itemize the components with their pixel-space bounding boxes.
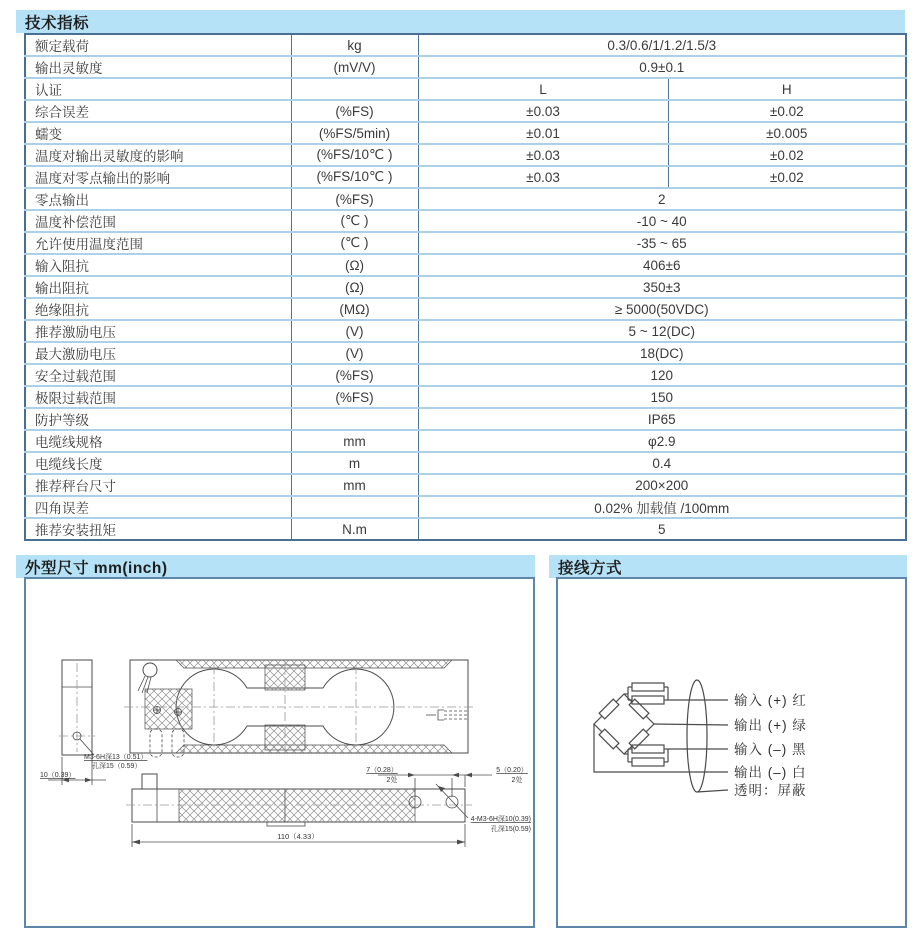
cable-ellipse <box>687 680 707 792</box>
spec-cell-unit: (%FS) <box>291 364 418 386</box>
bottom-holes-depth-label: 孔深15(0.59) <box>490 826 531 833</box>
spec-cell-name: 最大激励电压 <box>25 342 291 364</box>
spec-cell-name: 温度对输出灵敏度的影响 <box>25 144 291 166</box>
cable-gland-circle <box>143 663 157 677</box>
wire-label-output-pos: 输出 (+) 绿 <box>734 718 807 733</box>
spec-row <box>25 276 906 298</box>
bottom-holes-label: 4-M3-6H深10(0.39) <box>470 816 531 823</box>
wiring-section-header <box>549 555 907 578</box>
spec-cell-value: IP65 <box>418 408 906 430</box>
wiring-box <box>556 577 907 928</box>
spec-cell-name: 认证 <box>25 78 291 100</box>
wire-label-input-neg: 输入 (–) 黑 <box>734 742 807 757</box>
spec-cell-name: 输出阻抗 <box>25 276 291 298</box>
spec-cell-unit: (Ω) <box>291 254 418 276</box>
spec-cell-value-h: H <box>668 78 906 100</box>
wire-output-pos <box>654 724 728 725</box>
dim5-label: 5（0.20） <box>496 767 528 774</box>
spec-row <box>25 122 906 144</box>
spec-cell-unit: (℃ ) <box>291 232 418 254</box>
spec-cell-value: 0.3/0.6/1/1.2/1.5/3 <box>418 34 906 56</box>
spec-cell-name: 温度补偿范围 <box>25 210 291 232</box>
wiring-section-title: 接线方式 <box>558 559 623 577</box>
spec-cell-name: 综合误差 <box>25 100 291 122</box>
spec-row <box>25 100 906 122</box>
mount-hole-2 <box>446 796 458 808</box>
spec-cell-value-l: ±0.03 <box>418 144 668 166</box>
side-width-dim-label: 10（0.39） <box>40 772 76 779</box>
spec-row <box>25 342 906 364</box>
bridge-circuit <box>594 680 728 792</box>
dim7-note: 2处 <box>386 777 398 784</box>
wire-label-output-neg: 输出 (–) 白 <box>734 765 807 780</box>
spec-cell-name: 电缆线规格 <box>25 430 291 452</box>
load-button <box>142 774 157 789</box>
spec-row <box>25 452 906 474</box>
spec-cell-unit: (Ω) <box>291 276 418 298</box>
spec-cell-name: 四角误差 <box>25 496 291 518</box>
spec-row <box>25 144 906 166</box>
cable-exit <box>426 710 468 720</box>
spec-cell-unit: (V) <box>291 342 418 364</box>
spec-cell-value-h: ±0.02 <box>668 166 906 188</box>
dimensions-drawing <box>26 579 533 926</box>
spec-cell-unit: (%FS/10℃ ) <box>291 166 418 188</box>
spec-cell-name: 允许使用温度范围 <box>25 232 291 254</box>
dim7-label: 7（0.28） <box>366 767 398 774</box>
wire-label-shield: 透明：屏蔽 <box>734 783 807 798</box>
spec-row <box>25 386 906 408</box>
spec-cell-name: 输出灵敏度 <box>25 56 291 78</box>
top-view <box>124 660 474 757</box>
spec-cell-unit: (℃ ) <box>291 210 418 232</box>
spec-cell-value: 5 ~ 12(DC) <box>418 320 906 342</box>
spec-cell-value: 350±3 <box>418 276 906 298</box>
spec-cell-unit: (MΩ) <box>291 298 418 320</box>
spec-cell-value: -10 ~ 40 <box>418 210 906 232</box>
spec-cell-unit: mm <box>291 474 418 496</box>
spec-cell-name: 极限过载范围 <box>25 386 291 408</box>
spec-cell-unit: (%FS) <box>291 386 418 408</box>
dim5-note: 2处 <box>511 777 523 784</box>
spec-cell-value: 0.4 <box>418 452 906 474</box>
spec-cell-value-l: ±0.01 <box>418 122 668 144</box>
spec-row <box>25 320 906 342</box>
spec-row <box>25 408 906 430</box>
spec-cell-name: 安全过载范围 <box>25 364 291 386</box>
spec-cell-unit: (%FS) <box>291 100 418 122</box>
spec-row <box>25 78 906 100</box>
spec-cell-value-h: ±0.02 <box>668 100 906 122</box>
spec-row <box>25 298 906 320</box>
spec-cell-unit: (V) <box>291 320 418 342</box>
spec-row <box>25 254 906 276</box>
spec-cell-unit <box>291 78 418 100</box>
spec-cell-unit <box>291 496 418 518</box>
wire-label-input-pos: 输入 (+) 红 <box>734 693 807 708</box>
spec-row <box>25 430 906 452</box>
spec-cell-value: 5 <box>418 518 906 540</box>
spec-section-title: 技术指标 <box>25 14 90 32</box>
length-dim-label: 110（4.33） <box>277 832 319 841</box>
dimensions-section-header <box>16 555 535 578</box>
spec-cell-unit: (%FS/10℃ ) <box>291 144 418 166</box>
spec-cell-value-l: ±0.03 <box>418 100 668 122</box>
spec-cell-unit: N.m <box>291 518 418 540</box>
spec-row <box>25 34 906 56</box>
spec-row <box>25 474 906 496</box>
spec-cell-name: 推荐安装扭矩 <box>25 518 291 540</box>
spec-cell-value: 406±6 <box>418 254 906 276</box>
spec-cell-name: 电缆线长度 <box>25 452 291 474</box>
dimensions-section-title: 外型尺寸 mm(inch) <box>25 559 168 577</box>
spec-table-body <box>25 34 906 540</box>
spec-cell-value: 18(DC) <box>418 342 906 364</box>
spec-row <box>25 232 906 254</box>
spec-cell-name: 输入阻抗 <box>25 254 291 276</box>
spec-cell-value: 150 <box>418 386 906 408</box>
spec-cell-value: 2 <box>418 188 906 210</box>
spec-cell-value: 120 <box>418 364 906 386</box>
spec-cell-value: 200×200 <box>418 474 906 496</box>
spec-cell-name: 温度对零点输出的影响 <box>25 166 291 188</box>
spec-row <box>25 166 906 188</box>
spec-cell-value: -35 ~ 65 <box>418 232 906 254</box>
spec-cell-name: 推荐激励电压 <box>25 320 291 342</box>
wire-shield <box>697 790 728 792</box>
spec-cell-unit: (%FS/5min) <box>291 122 418 144</box>
spec-section-header <box>16 10 905 33</box>
spec-row <box>25 56 906 78</box>
spec-cell-value: 0.02% 加载值 /100mm <box>418 496 906 518</box>
spec-cell-name: 零点输出 <box>25 188 291 210</box>
spec-cell-unit: (%FS) <box>291 188 418 210</box>
spec-cell-name: 蠕变 <box>25 122 291 144</box>
spec-cell-name: 防护等级 <box>25 408 291 430</box>
spec-row <box>25 210 906 232</box>
spec-cell-value-h: ±0.02 <box>668 144 906 166</box>
spec-cell-name: 绝缘阻抗 <box>25 298 291 320</box>
spec-cell-value-l: L <box>418 78 668 100</box>
wiring-diagram <box>558 579 905 926</box>
spec-cell-unit: (mV/V) <box>291 56 418 78</box>
strain-gauge <box>599 699 619 719</box>
spec-cell-value: ≥ 5000(50VDC) <box>418 298 906 320</box>
spec-cell-name: 额定载荷 <box>35 39 89 54</box>
spec-cell-unit <box>291 408 418 430</box>
spec-cell-unit: mm <box>291 430 418 452</box>
spec-cell-value: 0.9±0.1 <box>418 56 906 78</box>
spec-cell-value: φ2.9 <box>418 430 906 452</box>
spec-row <box>25 518 906 540</box>
side-hole-label: M3-6H深13（0.51） <box>84 754 148 761</box>
spec-cell-value-l: ±0.03 <box>418 166 668 188</box>
dimensions-box <box>24 577 535 928</box>
spec-cell-name: 推荐秤台尺寸 <box>25 474 291 496</box>
spec-cell-unit: kg <box>291 34 418 56</box>
spec-cell-value-h: ±0.005 <box>668 122 906 144</box>
spec-row <box>25 496 906 518</box>
strain-gauge <box>599 729 619 749</box>
spec-row <box>25 188 906 210</box>
spec-table <box>24 33 907 541</box>
spec-cell-unit: m <box>291 452 418 474</box>
spec-row <box>25 364 906 386</box>
side-hole-depth-label: 孔深15（0.59） <box>92 763 142 770</box>
